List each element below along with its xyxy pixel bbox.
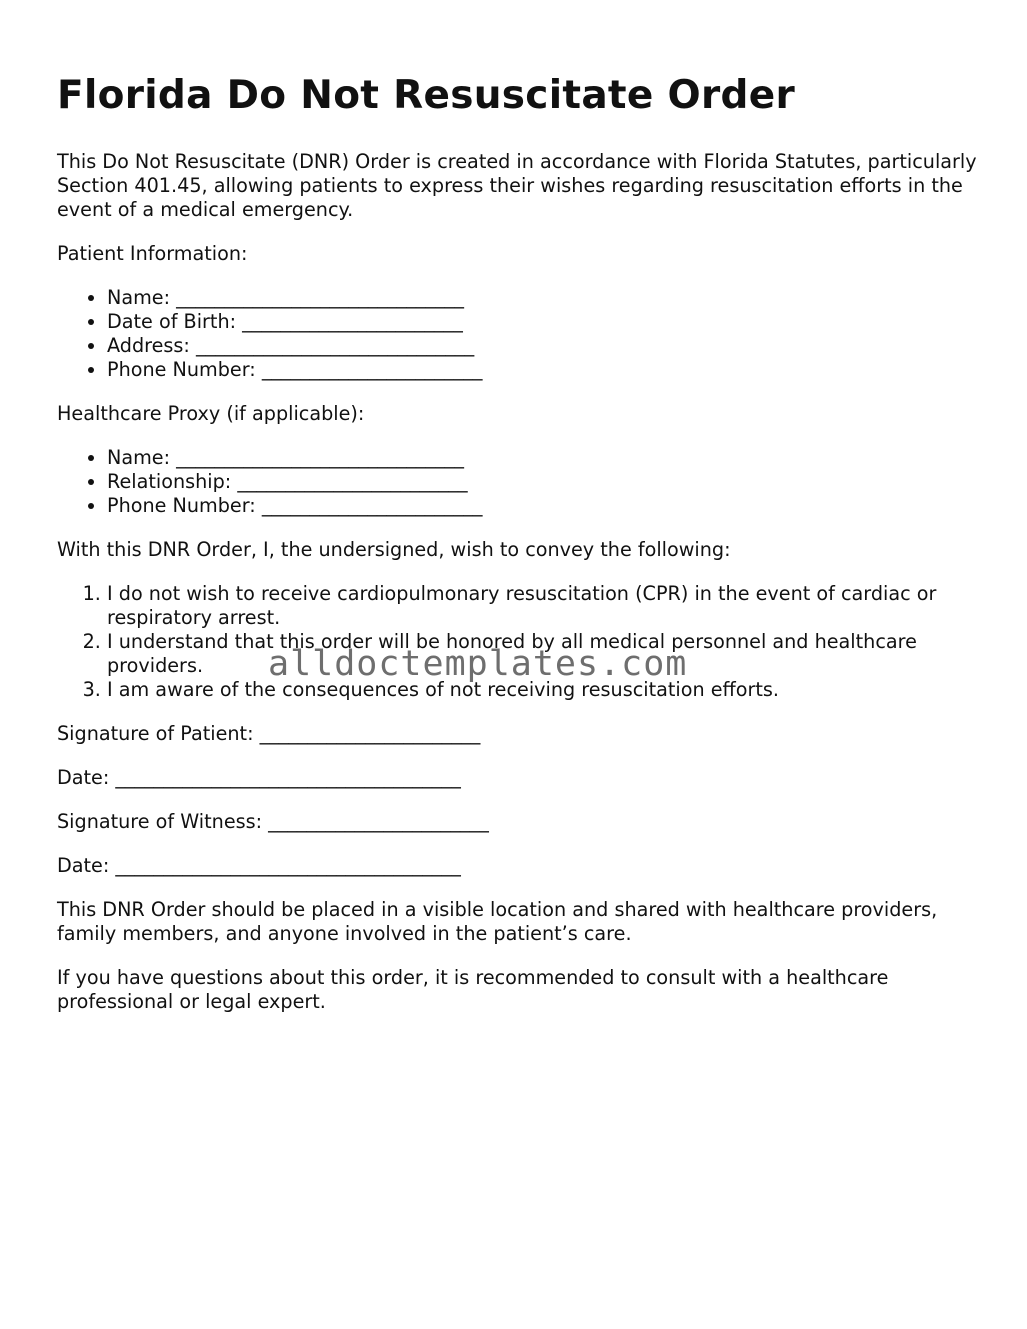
wish-item: 2. I understand that this order will be honored by all medical personnel and healthcare providers. [107,630,977,678]
patient-dob-field: • Date of Birth: _______________________ [107,310,977,334]
wish-item: 3. I am aware of the consequences of not receiving resuscitation efforts. [107,678,977,702]
intro-paragraph: This Do Not Resuscitate (DNR) Order is created in accordance with Florida Statutes, particularly Section 401.45, allowing patients to express their wishes regarding resuscitation efforts in the event of a medical emergency. [57,150,977,221]
patient-date-line: Date: ____________________________________ [57,766,461,789]
proxy-heading: Healthcare Proxy (if applicable): [57,402,365,425]
watermark: alldoctemplates.com [268,644,688,684]
proxy-list [57,446,977,518]
proxy-phone-field: • Phone Number: _______________________ [107,494,977,518]
patient-address-field: • Address: _____________________________ [107,334,977,358]
wish-item: 1. I do not wish to receive cardiopulmonary resuscitation (CPR) in the event of cardiac or respiratory arrest. [107,582,977,630]
witness-date-line: Date: ____________________________________ [57,854,461,877]
proxy-relationship-field: • Relationship: ________________________ [107,470,977,494]
wishes-list [57,582,977,702]
patient-info-list [57,286,977,382]
witness-signature-line: Signature of Witness: _______________________ [57,810,489,833]
document-title: Florida Do Not Resuscitate Order [57,73,795,118]
patient-signature-line: Signature of Patient: _______________________ [57,722,481,745]
questions-note: If you have questions about this order, it is recommended to consult with a healthcare professional or legal expert. [57,966,889,1013]
placement-note: This DNR Order should be placed in a visible location and shared with healthcare providers, family members, and anyone involved in the patient’s care. [57,898,938,945]
document [57,70,977,1034]
convey-intro: With this DNR Order, I, the undersigned, wish to convey the following: [57,538,731,561]
patient-name-field: • Name: ______________________________ [107,286,977,310]
proxy-name-field: • Name: ______________________________ [107,446,977,470]
patient-phone-field: • Phone Number: _______________________ [107,358,977,382]
patient-info-heading: Patient Information: [57,242,248,265]
